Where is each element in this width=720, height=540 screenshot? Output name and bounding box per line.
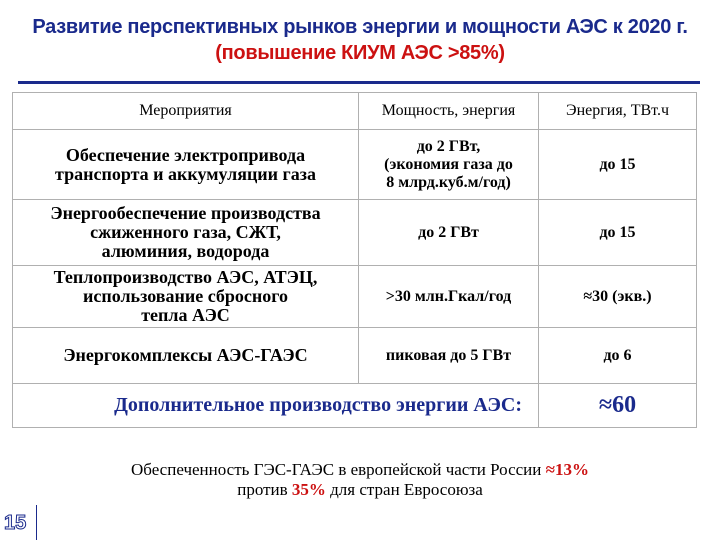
power-cell: >30 млн.Гкал/год: [359, 266, 539, 328]
header-measures: Мероприятия: [13, 93, 359, 130]
measure-cell: [13, 130, 359, 200]
power-line: до 2 ГВт,: [416, 137, 481, 155]
total-label: Дополнительное производство энергии АЭС:: [13, 384, 539, 428]
energy-cell: до 15: [539, 200, 697, 266]
power-cell: до 2 ГВт: [359, 200, 539, 266]
measure-line: использование сбросного: [82, 286, 289, 306]
russia-share-value: ≈13%: [545, 460, 589, 479]
table-row: [13, 266, 697, 328]
table-row: [13, 200, 697, 266]
energy-cell: до 15: [539, 130, 697, 200]
measure-line: транспорта и аккумуляции газа: [55, 163, 316, 184]
measure-line: сжиженного газа, СЖТ,: [90, 222, 281, 242]
table-row: [13, 130, 697, 200]
title-underline: [18, 81, 700, 84]
measure-line: тепла АЭС: [141, 305, 230, 325]
footnote-line-2: [0, 480, 720, 500]
slide-number: 15: [4, 512, 27, 534]
energy-cell: ≈30 (экв.): [539, 266, 697, 328]
measure-cell: Энергокомплексы АЭС-ГАЭС: [13, 328, 359, 384]
footnote-text: для стран Евросоюза: [325, 480, 483, 499]
eu-share-value: 35%: [291, 480, 326, 499]
title-line-2: (повышение КИУМ АЭС >85%): [215, 42, 505, 64]
measure-line: Теплопроизводство АЭС, АТЭЦ,: [53, 267, 318, 287]
table-total-row: [13, 384, 697, 428]
footnote-line-1: [0, 460, 720, 480]
measure-line: алюминия, водорода: [101, 241, 270, 261]
header-energy: Энергия, ТВт.ч: [539, 93, 697, 130]
footnote: [0, 460, 720, 500]
measure-cell: [13, 200, 359, 266]
measures-table: [12, 92, 697, 428]
power-cell: пиковая до 5 ГВт: [359, 328, 539, 384]
measure-line: Энергообеспечение производства: [50, 203, 321, 223]
energy-cell: до 6: [539, 328, 697, 384]
measure-line: Обеспечение электропривода: [65, 144, 306, 165]
footer-divider: [36, 505, 37, 540]
footnote-text: против: [237, 480, 292, 499]
power-cell: [359, 130, 539, 200]
header-power: Мощность, энергия: [359, 93, 539, 130]
table-header-row: [13, 93, 697, 130]
measure-cell: [13, 266, 359, 328]
table-row: [13, 328, 697, 384]
footnote-text: Обеспеченность ГЭС-ГАЭС в европейской части России: [131, 460, 546, 479]
total-value: ≈60: [539, 384, 697, 428]
power-line: (экономия газа до: [384, 155, 513, 173]
power-line: 8 млрд.куб.м/год): [386, 173, 511, 191]
slide-title: [0, 14, 720, 66]
title-line-1: Развитие перспективных рынков энергии и мощности АЭС к 2020 г.: [32, 16, 688, 38]
